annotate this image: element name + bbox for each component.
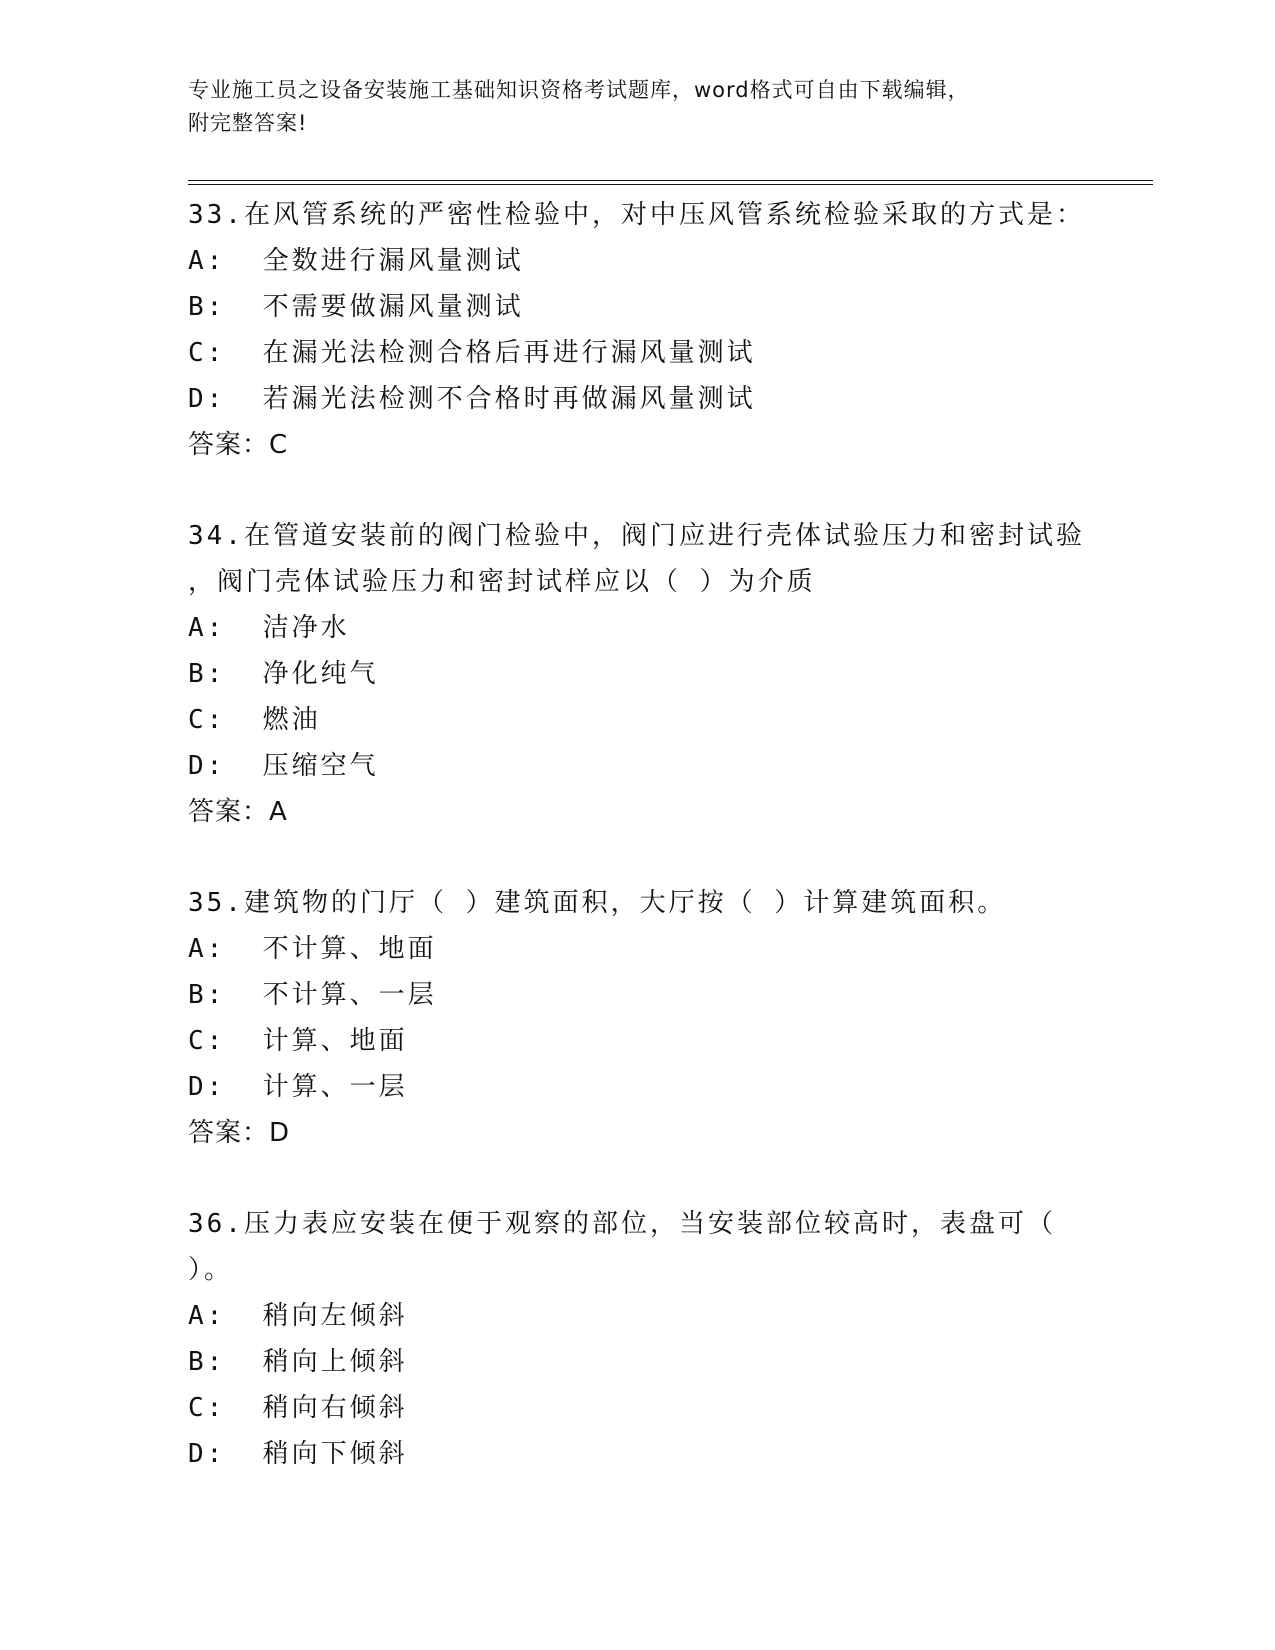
option-b: B: 不计算、一层 bbox=[188, 980, 437, 1010]
question-35 bbox=[188, 880, 1088, 1156]
option-a: A: 洁净水 bbox=[188, 613, 350, 643]
answer: 答案：A bbox=[188, 797, 288, 827]
option-c: C: 稍向右倾斜 bbox=[188, 1393, 408, 1423]
question-stem: 36.压力表应安装在便于观察的部位，当安装部位较高时，表盘可（ bbox=[188, 1209, 1056, 1239]
header-divider-top bbox=[188, 180, 1153, 181]
question-stem: 33.在风管系统的严密性检验中，对中压风管系统检验采取的方式是： bbox=[188, 200, 1085, 230]
option-a: A: 全数进行漏风量测试 bbox=[188, 246, 524, 276]
question-36 bbox=[188, 1201, 1088, 1477]
answer: 答案：C bbox=[188, 430, 289, 460]
answer: 答案：D bbox=[188, 1118, 291, 1148]
question-34 bbox=[188, 513, 1088, 835]
document-header bbox=[188, 74, 1068, 140]
header-line-1: 专业施工员之设备安装施工基础知识资格考试题库，word格式可自由下载编辑， bbox=[188, 78, 970, 102]
question-stem: 34.在管道安装前的阀门检验中，阀门应进行壳体试验压力和密封试验 bbox=[188, 521, 1085, 551]
header-line-2: 附完整答案! bbox=[188, 111, 308, 135]
option-d: D: 计算、一层 bbox=[188, 1072, 408, 1102]
header-divider-bottom bbox=[188, 184, 1153, 185]
option-c: C: 计算、地面 bbox=[188, 1026, 408, 1056]
option-d: D: 若漏光法检测不合格时再做漏风量测试 bbox=[188, 384, 756, 414]
option-d: D: 稍向下倾斜 bbox=[188, 1439, 408, 1469]
option-b: B: 稍向上倾斜 bbox=[188, 1347, 408, 1377]
question-stem-continued: ）。 bbox=[188, 1255, 234, 1285]
question-list bbox=[188, 192, 1088, 1522]
option-b: B: 净化纯气 bbox=[188, 659, 379, 689]
question-stem-continued: ，阀门壳体试验压力和密封试样应以（ ）为介质 bbox=[188, 567, 816, 597]
option-c: C: 燃油 bbox=[188, 705, 321, 735]
question-33 bbox=[188, 192, 1088, 468]
option-d: D: 压缩空气 bbox=[188, 751, 379, 781]
option-b: B: 不需要做漏风量测试 bbox=[188, 292, 524, 322]
question-stem: 35.建筑物的门厅（ ）建筑面积，大厅按（ ）计算建筑面积。 bbox=[188, 888, 1007, 918]
option-c: C: 在漏光法检测合格后再进行漏风量测试 bbox=[188, 338, 756, 368]
option-a: A: 稍向左倾斜 bbox=[188, 1301, 408, 1331]
option-a: A: 不计算、地面 bbox=[188, 934, 437, 964]
